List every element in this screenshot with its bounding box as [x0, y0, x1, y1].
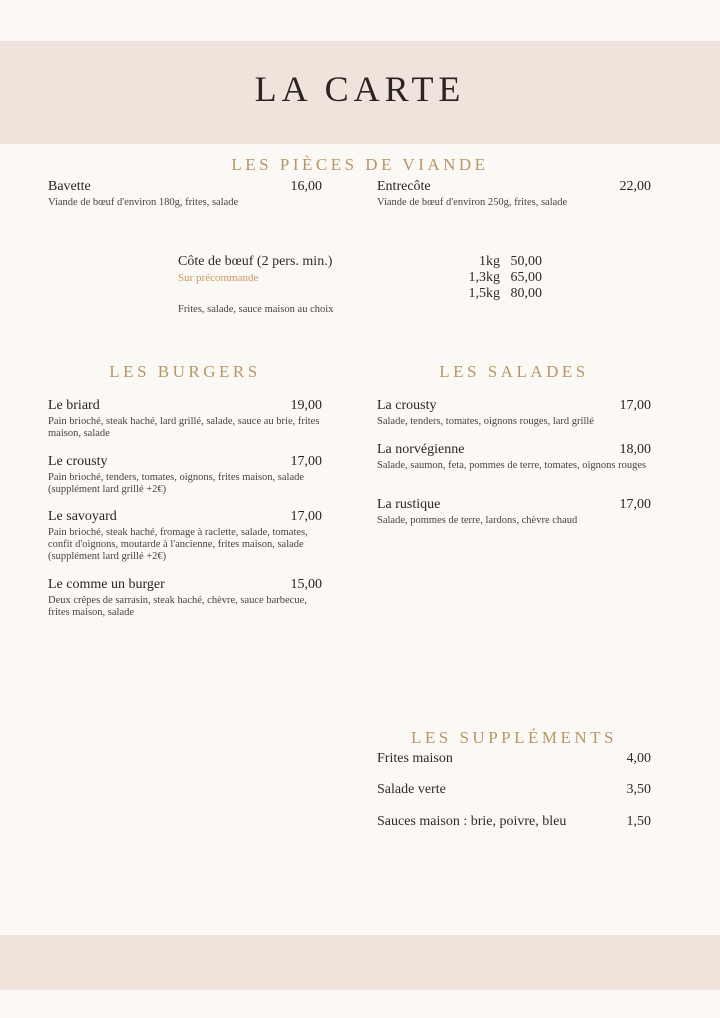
item-description: Viande de bœuf d'environ 180g, frites, salade	[48, 197, 239, 208]
supplement-name: Salade verte	[377, 782, 446, 797]
menu-item-la-norvegienne	[377, 442, 651, 472]
item-price: 15,00	[290, 577, 322, 592]
weight-price: 65,00	[510, 270, 542, 285]
item-description: Deux crêpes de sarrasin, steak haché, chèvre, sauce barbecue, frites maison, salade	[48, 595, 307, 618]
weight-label: 1,3kg	[468, 270, 500, 285]
item-price: 17,00	[290, 509, 322, 524]
item-name: Entrecôte	[377, 179, 431, 194]
weight-label: 1kg	[479, 254, 500, 269]
supplement-price: 4,00	[626, 751, 651, 766]
supplement-item	[377, 751, 651, 767]
item-price: 19,00	[290, 398, 322, 413]
menu-item-bavette	[48, 179, 322, 209]
section-title-supplements: LES SUPPLÉMENTS	[411, 728, 617, 747]
item-name: Le briard	[48, 398, 100, 413]
item-price: 17,00	[619, 398, 651, 413]
item-price: 22,00	[619, 179, 651, 194]
menu-item-la-crousty	[377, 398, 651, 428]
item-description: Pain brioché, tenders, tomates, oignons, frites maison, salade (supplément lard grillé +2€)	[48, 472, 305, 495]
item-description: Salade, saumon, feta, pommes de terre, tomates, oignons rouges	[377, 460, 647, 471]
menu-item-le-briard	[48, 398, 322, 440]
item-name: Le crousty	[48, 454, 108, 469]
cote-de-boeuf-name: Côte de bœuf (2 pers. min.)	[178, 254, 333, 269]
weight-label: 1,5kg	[468, 286, 500, 301]
section-title-viande: LES PIÈCES DE VIANDE	[231, 155, 489, 174]
item-price: 16,00	[290, 179, 322, 194]
item-name: La rustique	[377, 497, 441, 512]
weight-price: 80,00	[510, 286, 542, 301]
item-price: 17,00	[619, 497, 651, 512]
weight-row	[440, 286, 542, 302]
item-price: 17,00	[290, 454, 322, 469]
menu-item-le-crousty	[48, 454, 322, 496]
menu-item-la-rustique	[377, 497, 651, 527]
cote-de-boeuf-description: Frites, salade, sauce maison au choix	[178, 304, 334, 315]
supplement-item	[377, 814, 651, 830]
weight-row	[440, 270, 542, 286]
supplement-price: 3,50	[626, 782, 651, 797]
supplement-name: Sauces maison : brie, poivre, bleu	[377, 814, 567, 829]
cote-de-boeuf-note: Sur précommande	[178, 272, 259, 284]
item-description: Pain brioché, steak haché, fromage à raclette, salade, tomates, confit d'oignons, moutarde à l'ancienne, frites maison, salade (supplément lard grillé +2€)	[48, 527, 308, 562]
item-description: Salade, tenders, tomates, oignons rouges, lard grillé	[377, 416, 594, 427]
menu-item-entrecote	[377, 179, 651, 209]
section-title-burgers: LES BURGERS	[109, 362, 261, 381]
supplement-name: Frites maison	[377, 751, 453, 766]
item-price: 18,00	[619, 442, 651, 457]
cote-de-boeuf-weights	[440, 254, 542, 302]
item-name: Le comme un burger	[48, 577, 165, 592]
item-name: Bavette	[48, 179, 91, 194]
section-title-salades: LES SALADES	[439, 362, 589, 381]
supplement-item	[377, 782, 651, 798]
item-name: La norvégienne	[377, 442, 465, 457]
item-name: Le savoyard	[48, 509, 117, 524]
menu-item-le-comme-un-burger	[48, 577, 322, 619]
weight-price: 50,00	[510, 254, 542, 269]
item-description: Viande de bœuf d'environ 250g, frites, salade	[377, 197, 568, 208]
footer-band	[0, 935, 720, 990]
supplement-price: 1,50	[626, 814, 651, 829]
item-description: Salade, pommes de terre, lardons, chèvre chaud	[377, 515, 578, 526]
item-name: La crousty	[377, 398, 437, 413]
item-description: Pain brioché, steak haché, lard grillé, salade, sauce au brie, frites maison, salade	[48, 416, 320, 439]
page-title: LA CARTE	[254, 69, 466, 109]
weight-row	[440, 254, 542, 270]
menu-item-le-savoyard	[48, 509, 322, 563]
